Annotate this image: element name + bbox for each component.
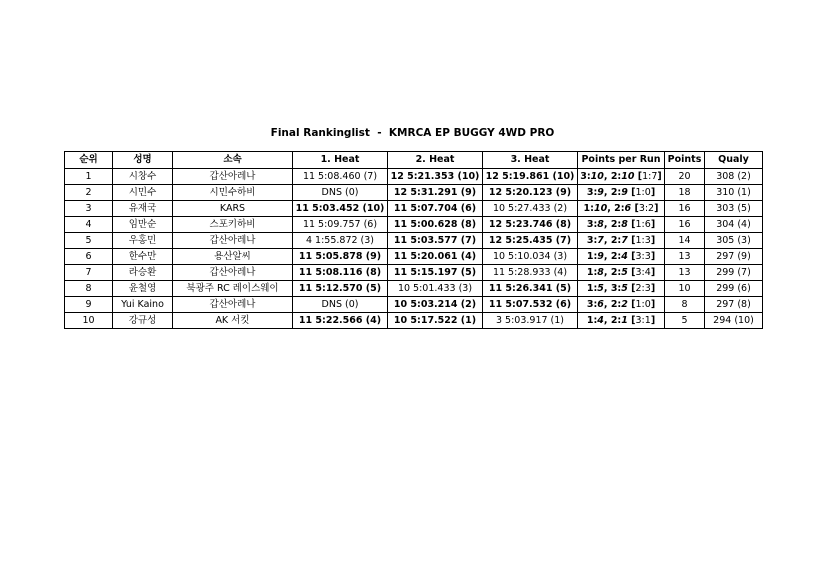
ppr-part: 3: <box>580 170 591 182</box>
cell-name: 시민수 <box>113 185 173 201</box>
cell-heat3: 11 5:26.341 (5) <box>483 281 578 297</box>
ppr-part: 3: <box>586 234 598 246</box>
cell-name: 시창수 <box>113 169 173 185</box>
ppr-part: 1: <box>583 202 594 214</box>
ppr-part: 2: <box>610 298 622 310</box>
cell-heat3: 11 5:28.933 (4) <box>483 265 578 281</box>
cell-points-per-run: 3:7, 2:7 [1:3] <box>578 233 665 249</box>
ppr-part: 2: <box>610 266 622 278</box>
ppr-dropped <box>636 315 651 326</box>
ppr-part: 9 <box>597 186 604 198</box>
cell-name: 유재국 <box>113 201 173 217</box>
ppr-part: 9 <box>621 186 628 198</box>
cell-points-per-run: 1:9, 2:4 [3:3] <box>578 249 665 265</box>
cell-heat2: 12 5:21.353 (10) <box>388 169 483 185</box>
cell-heat2: 10 5:17.522 (1) <box>388 313 483 329</box>
cell-team: KARS <box>173 201 293 217</box>
ppr-part: 8 <box>621 218 628 230</box>
ppr-part: 1:0 <box>635 186 651 198</box>
cell-heat2: 11 5:03.577 (7) <box>388 233 483 249</box>
cell-name: 우홍민 <box>113 233 173 249</box>
cell-heat2: 10 5:03.214 (2) <box>388 297 483 313</box>
cell-heat1: 11 5:08.116 (8) <box>293 265 388 281</box>
cell-points: 8 <box>665 297 705 313</box>
ppr-part: 1:0 <box>635 298 651 310</box>
ranking-title: Final Rankinglist - KMRCA EP BUGGY 4WD PRO <box>270 127 555 139</box>
ppr-dropped <box>639 203 654 214</box>
cell-name: 임만순 <box>113 217 173 233</box>
cell-rank: 7 <box>65 265 113 281</box>
ppr-part: 3:3 <box>635 250 651 262</box>
cell-points-per-run: 1:5, 3:5 [2:3] <box>578 281 665 297</box>
ppr-dropped <box>636 219 651 230</box>
cell-heat2: 11 5:07.704 (6) <box>388 201 483 217</box>
cell-heat3: 10 5:10.034 (3) <box>483 249 578 265</box>
cell-rank: 4 <box>65 217 113 233</box>
cell-points-per-run: 1:8, 2:5 [3:4] <box>578 265 665 281</box>
col-header-qualy: Qualy <box>705 152 763 169</box>
table-row <box>65 217 763 233</box>
cell-rank: 5 <box>65 233 113 249</box>
cell-qualy: 299 (7) <box>705 265 763 281</box>
col-header-heat2: 2. Heat <box>388 152 483 169</box>
ppr-part: 10 <box>590 170 604 182</box>
ppr-part: 2: <box>610 218 622 230</box>
cell-points: 20 <box>665 169 705 185</box>
ppr-part: 9 <box>597 250 604 262</box>
table-row <box>65 249 763 265</box>
cell-points-per-run: 3:8, 2:8 [1:6] <box>578 217 665 233</box>
ppr-part: 5 <box>621 266 628 278</box>
ppr-part: 1: <box>586 314 598 326</box>
col-header-rank: 순위 <box>65 152 113 169</box>
cell-name: 윤철영 <box>113 281 173 297</box>
cell-heat1: DNS (0) <box>293 185 388 201</box>
cell-points: 16 <box>665 201 705 217</box>
ppr-part: 1:3 <box>635 234 651 246</box>
ppr-part: 3: <box>586 186 598 198</box>
ppr-part: 2: <box>610 234 622 246</box>
cell-heat1: 11 5:09.757 (6) <box>293 217 388 233</box>
cell-heat1: 11 5:22.566 (4) <box>293 313 388 329</box>
ppr-part: 3: <box>586 218 598 230</box>
table-row <box>65 265 763 281</box>
cell-points: 10 <box>665 281 705 297</box>
ppr-part: 3:1 <box>635 314 651 326</box>
ppr-part: 2: <box>610 170 622 182</box>
cell-rank: 8 <box>65 281 113 297</box>
table-row <box>65 313 763 329</box>
ppr-part: 5 <box>621 282 628 294</box>
col-header-heat3: 3. Heat <box>483 152 578 169</box>
col-header-name: 성명 <box>113 152 173 169</box>
cell-team: 갑산아레나 <box>173 265 293 281</box>
cell-name: Yui Kaino <box>113 297 173 313</box>
ppr-part: 7 <box>621 234 628 246</box>
col-header-team: 소속 <box>173 152 293 169</box>
ppr-part: 1:7 <box>642 170 658 182</box>
cell-points: 14 <box>665 233 705 249</box>
ppr-part: 3:2 <box>638 202 655 214</box>
cell-points-per-run: 3:6, 2:2 [1:0] <box>578 297 665 313</box>
cell-points-per-run: 1:4, 2:1 [3:1] <box>578 313 665 329</box>
cell-qualy: 304 (4) <box>705 217 763 233</box>
cell-qualy: 310 (1) <box>705 185 763 201</box>
ppr-part: 8 <box>597 218 604 230</box>
ppr-part: 7 <box>597 234 604 246</box>
cell-points-per-run: 1:10, 2:6 [3:2] <box>578 201 665 217</box>
cell-heat3: 3 5:03.917 (1) <box>483 313 578 329</box>
table-row <box>65 233 763 249</box>
ppr-dropped <box>636 251 651 262</box>
ppr-part: 3:4 <box>635 266 651 278</box>
cell-rank: 6 <box>65 249 113 265</box>
ranking-body <box>65 169 763 329</box>
cell-qualy: 303 (5) <box>705 201 763 217</box>
cell-points: 13 <box>665 249 705 265</box>
cell-name: 강규성 <box>113 313 173 329</box>
ppr-part: 6 <box>624 202 632 214</box>
cell-heat2: 11 5:15.197 (5) <box>388 265 483 281</box>
cell-rank: 10 <box>65 313 113 329</box>
cell-team: 시민수하비 <box>173 185 293 201</box>
ppr-part: 2: <box>610 314 622 326</box>
cell-qualy: 294 (10) <box>705 313 763 329</box>
cell-heat2: 11 5:20.061 (4) <box>388 249 483 265</box>
cell-heat3: 10 5:27.433 (2) <box>483 201 578 217</box>
cell-team: 갑산아레나 <box>173 169 293 185</box>
table-row <box>65 297 763 313</box>
cell-heat3: 11 5:07.532 (6) <box>483 297 578 313</box>
cell-heat2: 11 5:00.628 (8) <box>388 217 483 233</box>
ppr-part: 4 <box>621 250 628 262</box>
cell-heat3: 12 5:19.861 (10) <box>483 169 578 185</box>
cell-heat1: 11 5:03.452 (10) <box>293 201 388 217</box>
ppr-part: 2 <box>621 298 628 310</box>
cell-name: 라승환 <box>113 265 173 281</box>
cell-qualy: 297 (9) <box>705 249 763 265</box>
cell-team: 갑산아레나 <box>173 233 293 249</box>
cell-heat1: DNS (0) <box>293 297 388 313</box>
ppr-part: 3: <box>610 282 622 294</box>
cell-team: 스포키하비 <box>173 217 293 233</box>
ppr-dropped <box>636 299 651 310</box>
cell-name: 한수만 <box>113 249 173 265</box>
cell-qualy: 297 (8) <box>705 297 763 313</box>
ppr-part: 10 <box>621 170 635 182</box>
ppr-part: 2: <box>610 186 622 198</box>
col-header-points-per-run: Points per Run <box>578 152 665 169</box>
cell-heat2: 12 5:31.291 (9) <box>388 185 483 201</box>
ppr-part: 1 <box>621 314 628 326</box>
ppr-part: 1: <box>586 282 598 294</box>
cell-rank: 2 <box>65 185 113 201</box>
cell-heat1: 11 5:12.570 (5) <box>293 281 388 297</box>
cell-rank: 3 <box>65 201 113 217</box>
ppr-dropped <box>636 187 651 198</box>
ppr-part: 2: <box>614 202 625 214</box>
ppr-part: 1:6 <box>635 218 651 230</box>
cell-points: 13 <box>665 265 705 281</box>
col-header-heat1: 1. Heat <box>293 152 388 169</box>
cell-qualy: 308 (2) <box>705 169 763 185</box>
ppr-part: 5 <box>597 282 604 294</box>
table-row <box>65 201 763 217</box>
ppr-part: 2:3 <box>635 282 651 294</box>
ranking-table <box>64 151 763 329</box>
cell-heat1: 11 5:08.460 (7) <box>293 169 388 185</box>
ppr-part: 1: <box>586 266 598 278</box>
table-row <box>65 169 763 185</box>
cell-heat1: 4 1:55.872 (3) <box>293 233 388 249</box>
cell-heat3: 12 5:23.746 (8) <box>483 217 578 233</box>
ppr-part: 2: <box>610 250 622 262</box>
ppr-part: 8 <box>597 266 604 278</box>
cell-qualy: 299 (6) <box>705 281 763 297</box>
table-row <box>65 281 763 297</box>
ppr-part: 10 <box>593 202 608 214</box>
col-header-points: Points <box>665 152 705 169</box>
cell-heat1: 11 5:05.878 (9) <box>293 249 388 265</box>
ppr-part: 4 <box>597 314 604 326</box>
cell-points: 16 <box>665 217 705 233</box>
cell-rank: 1 <box>65 169 113 185</box>
ppr-dropped <box>636 267 651 278</box>
cell-points: 5 <box>665 313 705 329</box>
ppr-part: 1: <box>586 250 598 262</box>
ppr-dropped <box>636 235 651 246</box>
cell-points: 18 <box>665 185 705 201</box>
cell-qualy: 305 (3) <box>705 233 763 249</box>
ppr-dropped <box>642 171 657 182</box>
ppr-dropped <box>636 283 651 294</box>
cell-heat2: 10 5:01.433 (3) <box>388 281 483 297</box>
table-row <box>65 185 763 201</box>
cell-rank: 9 <box>65 297 113 313</box>
cell-team: AK 서킷 <box>173 313 293 329</box>
cell-team: 용산알씨 <box>173 249 293 265</box>
ppr-part: 3: <box>586 298 598 310</box>
cell-team: 북광주 RC 레이스웨이 <box>173 281 293 297</box>
cell-heat3: 12 5:20.123 (9) <box>483 185 578 201</box>
header-row <box>65 152 763 169</box>
cell-heat3: 12 5:25.435 (7) <box>483 233 578 249</box>
cell-points-per-run: 3:10, 2:10 [1:7] <box>578 169 665 185</box>
ppr-part: 6 <box>597 298 604 310</box>
cell-points-per-run: 3:9, 2:9 [1:0] <box>578 185 665 201</box>
cell-team: 갑산아레나 <box>173 297 293 313</box>
